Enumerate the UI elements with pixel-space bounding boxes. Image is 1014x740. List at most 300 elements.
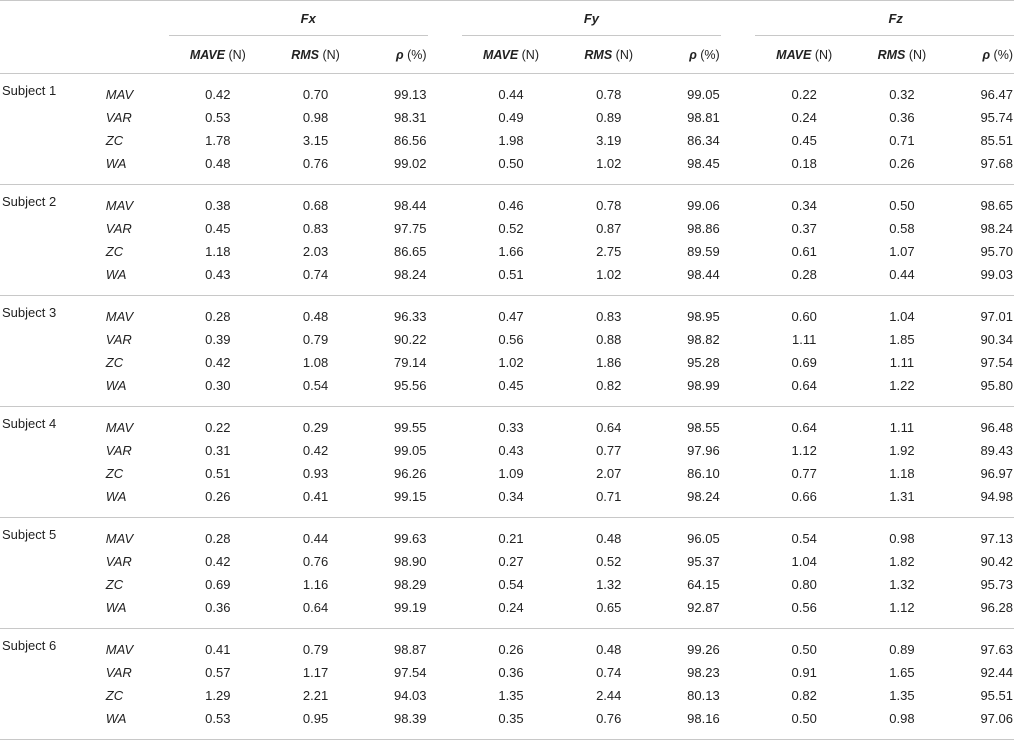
metric-unit: (%)	[403, 47, 427, 62]
metric-name: ρ	[982, 47, 991, 62]
table-cell: 1.04	[889, 309, 915, 324]
table-cell: 0.50	[889, 198, 915, 213]
table-row	[0, 439, 1014, 462]
feature-label: MAV	[105, 198, 134, 213]
table-cell: 0.26	[498, 642, 524, 657]
table-cell: 0.69	[205, 577, 231, 592]
table-cell: 1.35	[889, 688, 915, 703]
table-cell: 1.08	[302, 355, 329, 370]
table-cell: 0.31	[205, 443, 231, 458]
table-cell: 96.05	[687, 531, 720, 546]
table-row	[0, 629, 1014, 662]
table-cell: 0.32	[889, 87, 915, 102]
metric-header-fz-mave	[755, 36, 853, 74]
table-cell: 1.92	[889, 443, 915, 458]
table-row	[0, 684, 1014, 707]
table-cell: 0.53	[205, 110, 231, 125]
table-cell: 0.52	[596, 554, 622, 569]
table-cell: 0.54	[267, 374, 365, 407]
metric-header-fz-rho	[951, 36, 1014, 74]
table-cell: 99.03	[951, 263, 1014, 296]
table-cell: 0.28	[205, 309, 231, 324]
table-cell: 0.98	[853, 707, 951, 740]
feature-label: MAV	[105, 642, 134, 657]
table-cell: 0.24	[791, 110, 817, 125]
table-row	[0, 707, 1014, 740]
table-cell: 0.44	[302, 531, 329, 546]
table-cell: 0.93	[302, 466, 329, 481]
table-cell: 98.45	[658, 152, 721, 185]
table-cell: 0.87	[596, 221, 622, 236]
metric-name: MAVE	[776, 47, 812, 62]
table-row	[0, 573, 1014, 596]
table-cell: 97.96	[687, 443, 720, 458]
table-cell: 0.89	[889, 642, 915, 657]
table-cell: 0.44	[853, 263, 951, 296]
table-cell: 96.97	[980, 466, 1013, 481]
table-row	[0, 596, 1014, 629]
table-cell: 0.66	[755, 485, 853, 518]
table-cell: 0.91	[791, 665, 817, 680]
metric-name: RMS	[291, 47, 320, 62]
table-cell: 98.87	[393, 642, 427, 657]
table-cell: 94.98	[951, 485, 1014, 518]
table-cell: 1.11	[792, 332, 817, 347]
table-cell: 96.33	[393, 309, 427, 324]
table-cell: 0.45	[205, 221, 231, 236]
feature-label: WA	[100, 374, 169, 407]
table-cell: 1.65	[889, 665, 915, 680]
table-cell: 0.41	[205, 642, 231, 657]
metric-header-fx-mave	[169, 36, 267, 74]
feature-label: VAR	[105, 665, 132, 680]
table-cell: 97.63	[980, 642, 1013, 657]
metric-header-fx-rho	[364, 36, 427, 74]
table-cell: 98.24	[980, 221, 1013, 236]
table-cell: 2.03	[302, 244, 329, 259]
table-cell: 97.01	[980, 309, 1013, 324]
table-cell: 0.68	[302, 198, 329, 213]
table-cell: 98.29	[393, 577, 427, 592]
group-header-fx: Fx	[169, 1, 428, 36]
table-row	[0, 74, 1014, 107]
table-cell: 0.26	[853, 152, 951, 185]
table-cell: 0.98	[302, 110, 329, 125]
metric-name: MAVE	[189, 47, 225, 62]
table-cell: 0.71	[560, 485, 658, 518]
table-cell: 0.42	[302, 443, 329, 458]
table-cell: 0.89	[596, 110, 622, 125]
table-cell: 0.57	[205, 665, 231, 680]
table-cell: 99.05	[687, 87, 720, 102]
table-cell: 1.02	[498, 355, 524, 370]
metric-header-row	[0, 36, 1014, 74]
feature-label: WA	[100, 485, 169, 518]
table-cell: 3.15	[302, 133, 329, 148]
table-cell: 2.21	[302, 688, 329, 703]
table-cell: 0.80	[791, 577, 817, 592]
table-cell: 0.42	[205, 87, 231, 102]
table-cell: 1.18	[205, 244, 231, 259]
table-cell: 0.45	[791, 133, 817, 148]
metric-unit: (N)	[811, 47, 833, 62]
table-cell: 0.18	[755, 152, 853, 185]
table-cell: 90.22	[393, 332, 427, 347]
table-cell: 0.34	[462, 485, 560, 518]
metric-unit: (N)	[518, 47, 539, 62]
table-cell: 0.30	[169, 374, 267, 407]
table-cell: 92.87	[658, 596, 721, 629]
table-cell: 95.70	[980, 244, 1013, 259]
table-cell: 0.64	[755, 374, 853, 407]
table-cell: 0.36	[169, 596, 267, 629]
table-cell: 0.38	[205, 198, 231, 213]
table-cell: 64.15	[687, 577, 720, 592]
table-cell: 0.77	[596, 443, 622, 458]
table-cell: 1.17	[302, 665, 329, 680]
table-body	[0, 74, 1014, 740]
table-cell: 96.48	[980, 420, 1013, 435]
table-cell: 95.28	[687, 355, 720, 370]
table-cell: 0.46	[498, 198, 524, 213]
table-cell: 95.37	[687, 554, 720, 569]
table-cell: 1.07	[889, 244, 915, 259]
feature-label: MAV	[105, 87, 134, 102]
table-cell: 95.73	[980, 577, 1013, 592]
table-cell: 99.26	[687, 642, 720, 657]
table-cell: 0.26	[169, 485, 267, 518]
subject-label: Subject 1	[2, 83, 57, 98]
feature-label: ZC	[105, 688, 124, 703]
table-cell: 1.35	[498, 688, 524, 703]
table-row	[0, 217, 1014, 240]
table-cell: 0.48	[169, 152, 267, 185]
table-cell: 1.98	[498, 133, 524, 148]
table-cell: 0.82	[791, 688, 817, 703]
table-cell: 95.56	[364, 374, 427, 407]
table-row	[0, 485, 1014, 518]
table-cell: 0.54	[791, 531, 817, 546]
table-row	[0, 518, 1014, 551]
table-cell: 98.82	[687, 332, 720, 347]
table-cell: 0.43	[169, 263, 267, 296]
table-cell: 0.52	[498, 221, 524, 236]
table-cell: 0.76	[302, 554, 329, 569]
table-cell: 90.34	[980, 332, 1013, 347]
feature-label: MAV	[105, 531, 134, 546]
table-cell: 0.61	[791, 244, 817, 259]
table-cell: 1.11	[889, 355, 915, 370]
subject-label: Subject 3	[2, 305, 57, 320]
metric-name: RMS	[877, 47, 906, 62]
feature-label: VAR	[105, 554, 132, 569]
table-cell: 86.65	[393, 244, 427, 259]
metric-name: MAVE	[482, 47, 519, 62]
table-cell: 0.36	[498, 665, 524, 680]
table-cell: 95.80	[951, 374, 1014, 407]
table-cell: 0.41	[267, 485, 365, 518]
table-cell: 1.11	[889, 420, 915, 435]
table-cell: 0.27	[498, 554, 524, 569]
group-header-fz: Fz	[755, 1, 1014, 36]
table-cell: 2.75	[596, 244, 622, 259]
table-cell: 1.32	[889, 577, 915, 592]
table-cell: 0.56	[755, 596, 853, 629]
table-cell: 0.70	[302, 87, 329, 102]
table-cell: 1.29	[205, 688, 231, 703]
table-row	[0, 106, 1014, 129]
subject-label: Subject 4	[2, 416, 57, 431]
feature-label: WA	[100, 152, 169, 185]
metric-unit: (N)	[225, 47, 246, 62]
table-cell: 99.02	[364, 152, 427, 185]
table-cell: 98.24	[364, 263, 427, 296]
table-cell: 0.78	[596, 87, 622, 102]
table-cell: 0.50	[755, 707, 853, 740]
feature-label: WA	[100, 596, 169, 629]
table-cell: 0.45	[462, 374, 560, 407]
table-cell: 1.22	[853, 374, 951, 407]
table-row	[0, 661, 1014, 684]
metric-unit: (N)	[612, 47, 634, 62]
table-cell: 99.06	[687, 198, 720, 213]
table-cell: 2.07	[596, 466, 622, 481]
table-cell: 98.16	[658, 707, 721, 740]
table-cell: 97.54	[980, 355, 1013, 370]
table-cell: 97.13	[980, 531, 1013, 546]
group-header-row	[0, 1, 1014, 36]
table-cell: 98.99	[658, 374, 721, 407]
table-cell: 0.60	[791, 309, 817, 324]
table-cell: 90.42	[980, 554, 1013, 569]
table-cell: 0.77	[791, 466, 817, 481]
table-cell: 0.53	[169, 707, 267, 740]
table-cell: 98.39	[364, 707, 427, 740]
table-cell: 0.74	[596, 665, 622, 680]
table-cell: 0.98	[889, 531, 915, 546]
feature-label: VAR	[105, 221, 132, 236]
table-cell: 1.02	[560, 263, 658, 296]
table-cell: 0.28	[205, 531, 231, 546]
table-cell: 1.04	[791, 554, 817, 569]
table-cell: 0.51	[462, 263, 560, 296]
table-row	[0, 296, 1014, 329]
table-cell: 0.43	[498, 443, 524, 458]
table-row	[0, 407, 1014, 440]
table-cell: 0.69	[791, 355, 817, 370]
feature-label: ZC	[105, 244, 124, 259]
table-cell: 0.42	[205, 554, 231, 569]
table-cell: 97.54	[393, 665, 427, 680]
table-cell: 0.65	[560, 596, 658, 629]
feature-label: MAV	[105, 420, 134, 435]
table-cell: 2.44	[596, 688, 622, 703]
feature-label: WA	[100, 707, 169, 740]
table-cell: 98.44	[658, 263, 721, 296]
table-row	[0, 129, 1014, 152]
feature-label: WA	[100, 263, 169, 296]
table-cell: 79.14	[393, 355, 427, 370]
table-cell: 0.34	[791, 198, 817, 213]
subject-label: Subject 6	[2, 638, 57, 653]
table-cell: 96.26	[393, 466, 427, 481]
table-cell: 0.76	[560, 707, 658, 740]
feature-label: VAR	[105, 332, 132, 347]
table-cell: 0.44	[498, 87, 524, 102]
metric-unit: (N)	[319, 47, 340, 62]
table-row	[0, 462, 1014, 485]
table-cell: 3.19	[596, 133, 622, 148]
table-cell: 0.48	[596, 531, 622, 546]
table-cell: 94.03	[393, 688, 427, 703]
table-cell: 0.64	[596, 420, 622, 435]
table-cell: 0.22	[205, 420, 231, 435]
table-cell: 86.34	[687, 133, 720, 148]
table-cell: 98.81	[687, 110, 720, 125]
table-cell: 95.74	[980, 110, 1013, 125]
table-cell: 0.58	[889, 221, 915, 236]
table-cell: 98.95	[687, 309, 720, 324]
table-cell: 0.22	[791, 87, 817, 102]
table-cell: 0.78	[596, 198, 622, 213]
table-cell: 99.05	[393, 443, 427, 458]
table-cell: 99.15	[364, 485, 427, 518]
table-row	[0, 374, 1014, 407]
table-cell: 92.44	[980, 665, 1013, 680]
feature-label: ZC	[105, 355, 124, 370]
table-cell: 99.19	[364, 596, 427, 629]
table-cell: 1.66	[498, 244, 524, 259]
table-cell: 1.78	[205, 133, 231, 148]
metric-header-fx-rms	[267, 36, 365, 74]
metric-name: RMS	[584, 47, 613, 62]
table-cell: 98.44	[393, 198, 427, 213]
metric-unit: (%)	[990, 47, 1013, 62]
table-cell: 0.37	[791, 221, 817, 236]
table-cell: 98.31	[393, 110, 427, 125]
table-cell: 0.83	[302, 221, 329, 236]
table-cell: 0.51	[205, 466, 231, 481]
metric-unit: (N)	[905, 47, 927, 62]
table-cell: 98.55	[687, 420, 720, 435]
table-cell: 99.55	[393, 420, 427, 435]
table-row	[0, 152, 1014, 185]
table-cell: 0.50	[462, 152, 560, 185]
metric-unit: (%)	[696, 47, 720, 62]
feature-label: VAR	[105, 110, 132, 125]
table-cell: 1.02	[560, 152, 658, 185]
subject-label: Subject 5	[2, 527, 57, 542]
table-cell: 89.43	[980, 443, 1013, 458]
table-cell: 0.54	[498, 577, 524, 592]
table-cell: 0.29	[302, 420, 329, 435]
table-cell: 0.50	[791, 642, 817, 657]
table-cell: 1.09	[498, 466, 524, 481]
table-cell: 98.65	[980, 198, 1013, 213]
table-cell: 86.10	[687, 466, 720, 481]
table-cell: 0.48	[302, 309, 329, 324]
feature-label: ZC	[105, 577, 124, 592]
table-cell: 0.82	[560, 374, 658, 407]
table-cell: 1.18	[889, 466, 915, 481]
table-row	[0, 328, 1014, 351]
subject-label: Subject 2	[2, 194, 57, 209]
table-cell: 98.90	[393, 554, 427, 569]
table-cell: 0.64	[267, 596, 365, 629]
table-cell: 96.28	[951, 596, 1014, 629]
table-cell: 0.48	[596, 642, 622, 657]
table-cell: 1.85	[889, 332, 915, 347]
table-cell: 98.86	[687, 221, 720, 236]
table-cell: 97.75	[393, 221, 427, 236]
table-cell: 96.47	[980, 87, 1013, 102]
table-cell: 97.06	[951, 707, 1014, 740]
table-row	[0, 263, 1014, 296]
table-cell: 98.24	[658, 485, 721, 518]
table-cell: 0.74	[267, 263, 365, 296]
feature-label: VAR	[105, 443, 132, 458]
table-cell: 1.31	[853, 485, 951, 518]
table-cell: 1.16	[302, 577, 329, 592]
table-cell: 0.35	[462, 707, 560, 740]
table-cell: 85.51	[980, 133, 1013, 148]
table-cell: 98.23	[687, 665, 720, 680]
metric-header-fy-rms	[560, 36, 658, 74]
metric-header-fy-mave	[462, 36, 560, 74]
table-cell: 97.68	[951, 152, 1014, 185]
table-cell: 0.71	[889, 133, 915, 148]
metric-header-fy-rho	[658, 36, 721, 74]
table-cell: 0.21	[498, 531, 524, 546]
table-cell: 89.59	[687, 244, 720, 259]
table-cell: 0.79	[302, 642, 329, 657]
table-cell: 1.86	[596, 355, 622, 370]
table-cell: 1.82	[889, 554, 915, 569]
metric-header-fz-rms	[853, 36, 951, 74]
group-header-fy: Fy	[462, 1, 721, 36]
table-cell: 0.64	[791, 420, 817, 435]
feature-label: MAV	[105, 309, 134, 324]
feature-label: ZC	[105, 466, 124, 481]
table-cell: 0.88	[596, 332, 622, 347]
table-cell: 0.28	[755, 263, 853, 296]
table-cell: 95.51	[980, 688, 1013, 703]
table-cell: 0.76	[267, 152, 365, 185]
table-cell: 1.12	[791, 443, 817, 458]
table-row	[0, 185, 1014, 218]
table-cell: 0.49	[498, 110, 524, 125]
table-cell: 80.13	[687, 688, 720, 703]
table-cell: 0.47	[498, 309, 524, 324]
table-cell: 0.36	[889, 110, 915, 125]
table-cell: 0.39	[205, 332, 231, 347]
metric-name: ρ	[396, 47, 404, 62]
table-cell: 0.42	[205, 355, 231, 370]
table-cell: 0.79	[302, 332, 329, 347]
table-cell: 1.12	[853, 596, 951, 629]
table-cell: 0.95	[267, 707, 365, 740]
table-cell: 0.33	[498, 420, 524, 435]
table-cell: 0.83	[596, 309, 622, 324]
table-row	[0, 351, 1014, 374]
table-row	[0, 550, 1014, 573]
feature-label: ZC	[105, 133, 124, 148]
table-cell: 1.32	[596, 577, 622, 592]
metric-name: ρ	[689, 47, 697, 62]
table-cell: 86.56	[393, 133, 427, 148]
table-cell: 0.56	[498, 332, 524, 347]
table-row	[0, 240, 1014, 263]
